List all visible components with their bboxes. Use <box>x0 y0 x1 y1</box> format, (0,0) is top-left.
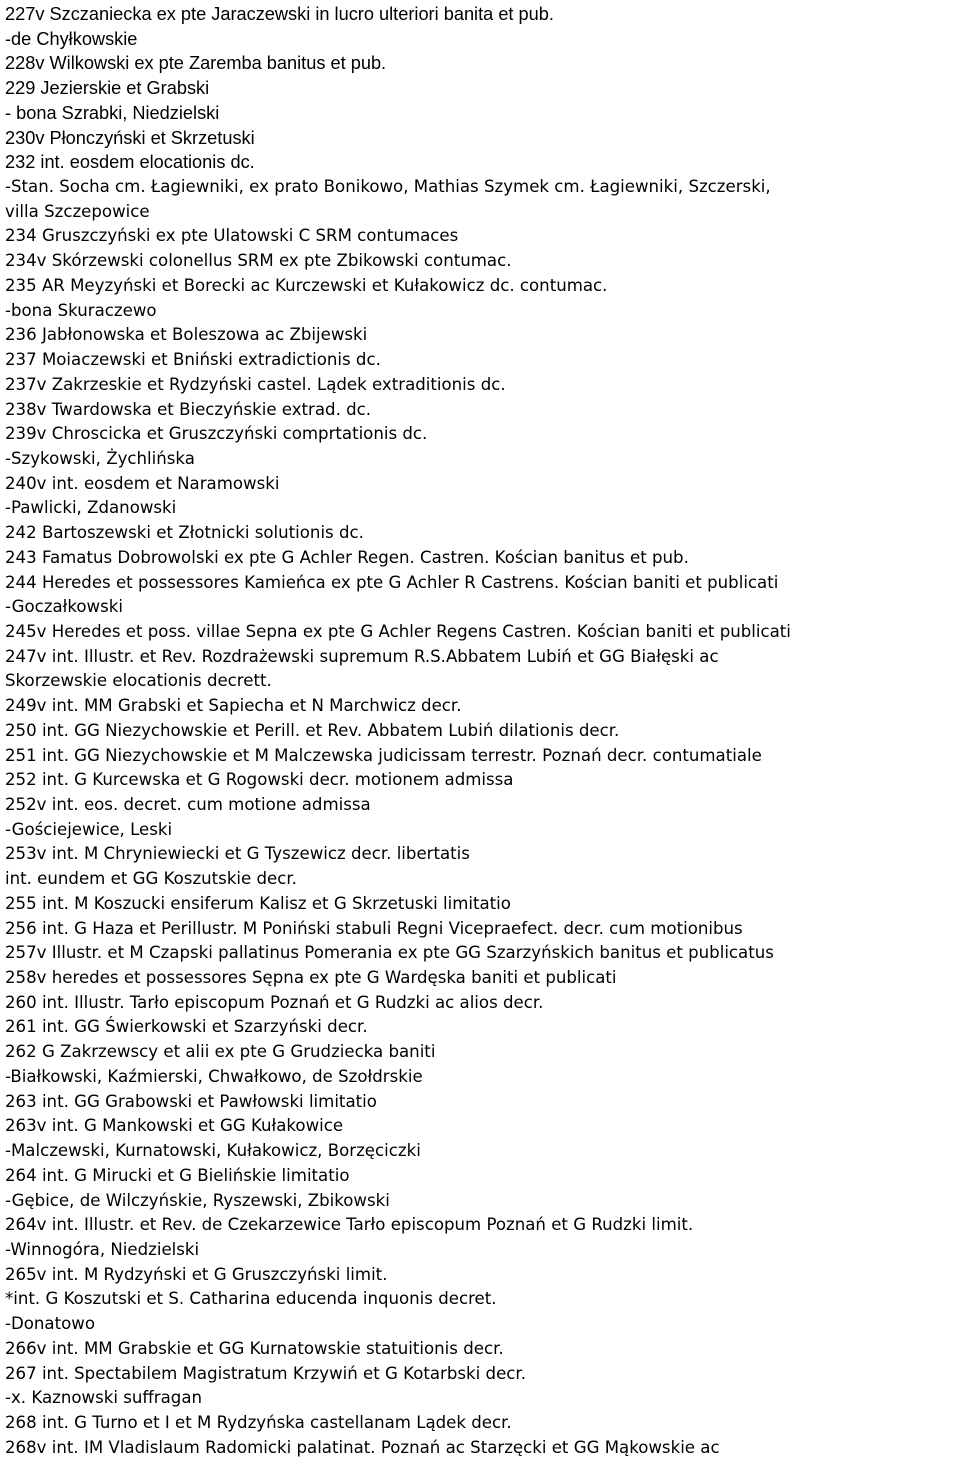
text-line: 238v Twardowska et Bieczyńskie extrad. dc. <box>5 399 372 419</box>
text-line: int. eundem et GG Koszutskie decr. <box>5 869 297 889</box>
text-line: 253v int. M Chryniewiecki et G Tyszewicz decr. libertatis <box>5 844 470 864</box>
text-line: 252v int. eos. decret. cum motione admissa <box>5 795 371 814</box>
text-line: 237 Moiaczewski et Bniński extradictionis dc. <box>5 350 381 370</box>
text-line: -Białkowski, Kaźmierski, Chwałkowo, de Szołdrskie <box>5 1066 423 1086</box>
text-line: villa Szczepowice <box>5 201 150 221</box>
text-line: 263 int. GG Grabowski et Pawłowski limitatio <box>5 1091 377 1111</box>
text-line: 244 Heredes et possessores Kamieńca ex pte G Achler R Castrens. Kościan baniti et publicati <box>5 572 779 592</box>
text-line: 247v int. Illustr. et Rev. Rozdrażewski supremum R.S.Abbatem Lubiń et GG Białęski ac <box>5 646 719 666</box>
text-line: 229 Jezierskie et Grabski <box>5 78 210 99</box>
text-line: 255 int. M Koszucki ensiferum Kalisz et G Skrzetuski limitatio <box>5 893 511 913</box>
text-line: 268v int. IM Vladislaum Radomicki palatinat. Poznań ac Starzęcki et GG Mąkowskie ac <box>5 1437 720 1457</box>
text-line: 239v Chroscicka et Gruszczyński comprtationis dc. <box>5 424 428 444</box>
text-line: - bona Szrabki, Niedzielski <box>5 102 220 123</box>
text-line: 235 AR Meyzyński et Borecki ac Kurczewski et Kułakowicz dc. contumac. <box>5 275 608 295</box>
text-line: 234v Skórzewski colonellus SRM ex pte Zbikowski contumac. <box>5 251 512 271</box>
text-line: -Winnogóra, Niedzielski <box>5 1239 200 1259</box>
text-line: -bona Skuraczewo <box>5 300 157 320</box>
text-line: 236 Jabłonowska et Boleszowa ac Zbijewski <box>5 325 368 345</box>
text-line: 252 int. G Kurcewska et G Rogowski decr. motionem admissa <box>5 770 514 790</box>
text-line: 237v Zakrzeskie et Rydzyński castel. Lądek extraditionis dc. <box>5 374 506 394</box>
text-line: 234 Gruszczyński ex pte Ulatowski C SRM contumaces <box>5 226 459 246</box>
text-line: 263v int. G Mankowski et GG Kułakowice <box>5 1116 344 1136</box>
text-line: 266v int. MM Grabskie et GG Kurnatowskie statuitionis decr. <box>5 1338 504 1358</box>
text-line: -Gościejewice, Leski <box>5 819 173 839</box>
text-line: -Goczałkowski <box>5 597 123 617</box>
text-line: 243 Famatus Dobrowolski ex pte G Achler Regen. Castren. Kościan banitus et pub. <box>5 547 689 567</box>
text-line: 267 int. Spectabilem Magistratum Krzywiń et G Kotarbski decr. <box>5 1363 526 1383</box>
text-line: 245v Heredes et poss. villae Sepna ex pte G Achler Regens Castren. Kościan baniti et publicati <box>5 621 791 641</box>
text-line: 242 Bartoszewski et Złotnicki solutionis dc. <box>5 523 364 543</box>
text-line: 230v Płonczyński et Skrzetuski <box>5 127 255 148</box>
text-line: 261 int. GG Świerkowski et Szarzyński decr. <box>5 1017 368 1037</box>
text-line: -Malczewski, Kurnatowski, Kułakowicz, Borzęciczki <box>5 1141 421 1161</box>
text-line: 251 int. GG Niezychowskie et M Malczewska judicissam terrestr. Poznań decr. contumatiale <box>5 745 762 765</box>
text-line: -x. Kaznowski suffragan <box>5 1388 203 1408</box>
text-line: -Stan. Socha cm. Łagiewniki, ex prato Bonikowo, Mathias Szymek cm. Łagiewniki, Szczerski, <box>5 177 771 197</box>
text-line: -Donatowo <box>5 1314 95 1334</box>
text-line: 265v int. M Rydzyński et G Gruszczyński limit. <box>5 1264 388 1284</box>
text-line: 232 int. eosdem elocationis dc. <box>5 152 255 173</box>
document-text <box>5 2 960 1460</box>
text-line: 250 int. GG Niezychowskie et Perill. et Rev. Abbatem Lubiń dilationis decr. <box>5 720 620 740</box>
text-line: 240v int. eosdem et Naramowski <box>5 473 280 493</box>
text-line: 264 int. G Mirucki et G Bielińskie limitatio <box>5 1165 350 1185</box>
text-line: Skorzewskie elocationis decrett. <box>5 671 272 691</box>
text-line: *int. G Koszutski et S. Catharina educenda inquonis decret. <box>5 1289 497 1309</box>
text-line: 264v int. Illustr. et Rev. de Czekarzewice Tarło episcopum Poznań et G Rudzki limit. <box>5 1215 694 1235</box>
text-line: 257v Illustr. et M Czapski pallatinus Pomerania ex pte GG Szarzyńskich banitus et publicatus <box>5 943 774 963</box>
text-line: 227v Szczaniecka ex pte Jaraczewski in lucro ulteriori banita et pub. <box>5 4 554 24</box>
text-line: -de Chyłkowskie <box>5 28 138 49</box>
text-line: 258v heredes et possessores Sępna ex pte G Wardęska baniti et publicati <box>5 968 617 988</box>
text-line: 249v int. MM Grabski et Sapiecha et N Marchwicz decr. <box>5 696 462 716</box>
text-line: 260 int. Illustr. Tarło episcopum Poznań et G Rudzki ac alios decr. <box>5 992 544 1012</box>
text-line: -Szykowski, Żychlińska <box>5 448 195 468</box>
text-line: 268 int. G Turno et I et M Rydzyńska castellanam Lądek decr. <box>5 1412 512 1432</box>
text-line: -Pawlicki, Zdanowski <box>5 498 177 518</box>
text-line: 262 G Zakrzewscy et alii ex pte G Grudziecka baniti <box>5 1042 436 1062</box>
text-line: -Gębice, de Wilczyńskie, Ryszewski, Zbikowski <box>5 1190 390 1210</box>
text-line: 256 int. G Haza et Perillustr. M Poniński stabuli Regni Vicepraefect. decr. cum motionibus <box>5 918 743 938</box>
text-line: 228v Wilkowski ex pte Zaremba banitus et pub. <box>5 53 387 74</box>
